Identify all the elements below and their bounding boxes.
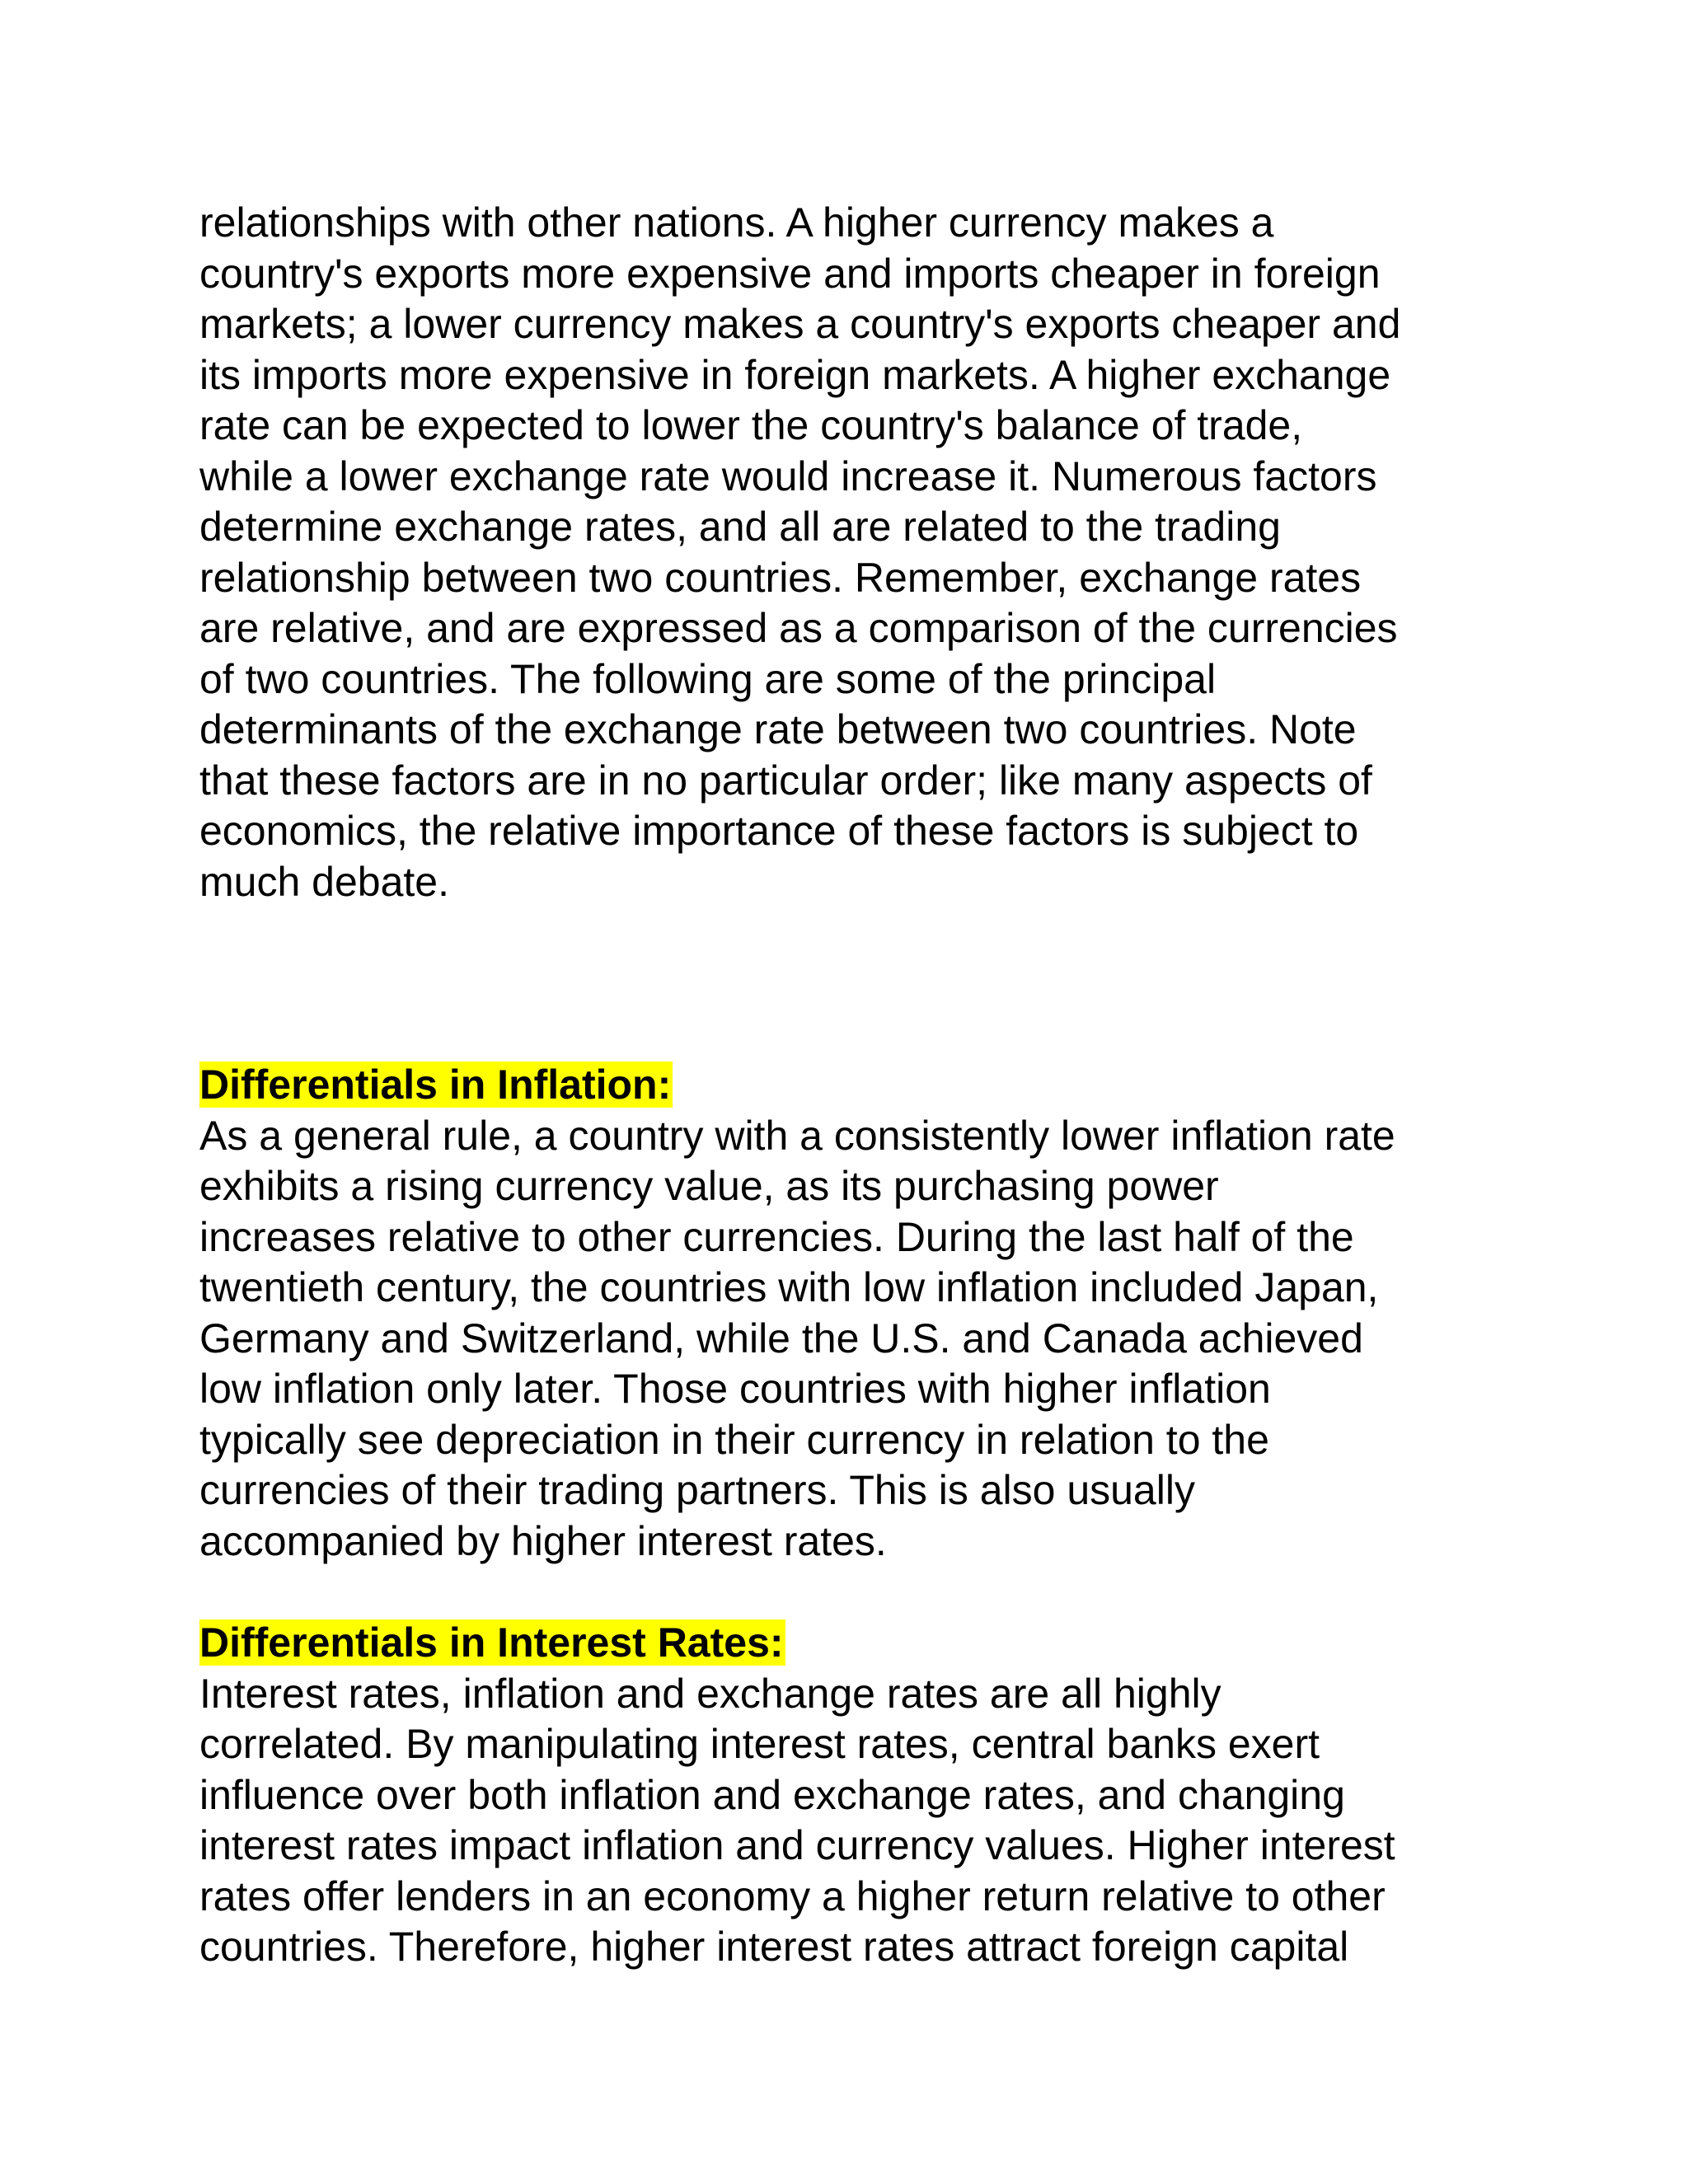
text-line: accompanied by higher interest rates.: [199, 1517, 887, 1564]
text-line: country's exports more expensive and imports cheaper in foreign: [199, 250, 1381, 297]
section-heading-inflation: [199, 1060, 1518, 1111]
text-line: interest rates impact inflation and currency values. Higher interest: [199, 1822, 1395, 1868]
intro-paragraph: [199, 198, 1518, 907]
text-line: determinants of the exchange rate between two countries. Note: [199, 706, 1357, 752]
text-line: correlated. By manipulating interest rates, central banks exert: [199, 1721, 1320, 1767]
text-line: currencies of their trading partners. This is also usually: [199, 1467, 1195, 1513]
highlighted-heading-text: Differentials in Interest Rates:: [199, 1619, 784, 1666]
text-line: are relative, and are expressed as a comparison of the currencies: [199, 605, 1398, 651]
document-body: [199, 198, 1518, 1973]
highlighted-heading-text: Differentials in Inflation:: [199, 1062, 672, 1108]
section-interest-rates: [199, 1618, 1518, 1973]
text-line: low inflation only later. Those countries with higher inflation: [199, 1366, 1271, 1412]
text-line: influence over both inflation and exchange rates, and changing: [199, 1771, 1345, 1818]
text-line: typically see depreciation in their currency in relation to the: [199, 1416, 1269, 1463]
text-line: markets; a lower currency makes a country's exports cheaper and: [199, 301, 1401, 347]
text-line: while a lower exchange rate would increase it. Numerous factors: [199, 452, 1377, 499]
text-line: Germany and Switzerland, while the U.S. and Canada achieved: [199, 1315, 1363, 1361]
text-line: relationship between two countries. Remember, exchange rates: [199, 554, 1362, 601]
text-line: rates offer lenders in an economy a higher return relative to other: [199, 1872, 1386, 1919]
text-line: countries. Therefore, higher interest rates attract foreign capital: [199, 1924, 1349, 1970]
section-inflation: [199, 1060, 1518, 1567]
text-line: of two countries. The following are some of the principal: [199, 655, 1217, 702]
text-line: rate can be expected to lower the country's balance of trade,: [199, 402, 1303, 448]
section-heading-interest-rates: [199, 1618, 1518, 1669]
text-line: increases relative to other currencies. During the last half of the: [199, 1213, 1354, 1260]
text-line: twentieth century, the countries with low inflation included Japan,: [199, 1264, 1379, 1310]
text-line: that these factors are in no particular order; like many aspects of: [199, 757, 1372, 804]
text-line: Interest rates, inflation and exchange rates are all highly: [199, 1670, 1221, 1717]
text-line: As a general rule, a country with a consistently lower inflation rate: [199, 1112, 1395, 1159]
section-spacer: [199, 907, 1518, 1060]
text-line: exhibits a rising currency value, as its purchasing power: [199, 1163, 1219, 1209]
text-line: its imports more expensive in foreign markets. A higher exchange: [199, 351, 1391, 398]
text-line: much debate.: [199, 858, 449, 905]
text-line: determine exchange rates, and all are related to the trading: [199, 504, 1281, 550]
text-line: relationships with other nations. A higher currency makes a: [199, 199, 1274, 246]
text-line: economics, the relative importance of these factors is subject to: [199, 808, 1359, 854]
section-spacer: [199, 1567, 1518, 1618]
